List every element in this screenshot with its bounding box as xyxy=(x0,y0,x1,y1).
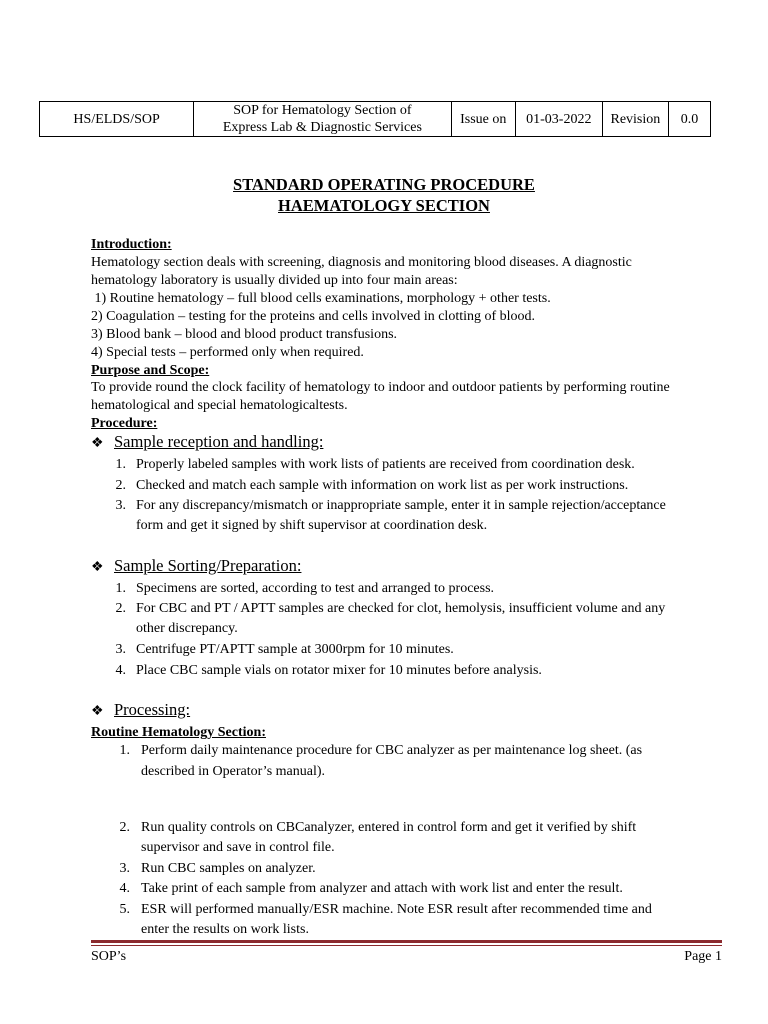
footer-rule-thick xyxy=(91,940,722,943)
list-item-text: described in Operator’s manual). xyxy=(141,764,326,779)
diamond-bullet-icon: ❖ xyxy=(91,560,104,575)
issue-label: Issue on xyxy=(451,102,515,137)
footer-rule-thin xyxy=(91,945,722,946)
revision-label: Revision xyxy=(602,102,668,137)
intro-line: 1) Routine hematology – full blood cells examinations, morphology + other tests. xyxy=(91,291,551,306)
sample-reception-section xyxy=(91,432,323,452)
page-number: Page 1 xyxy=(684,949,722,964)
intro-heading: Introduction: xyxy=(91,237,172,252)
intro-line: hematology laboratory is usually divided up into four main areas: xyxy=(91,273,458,288)
purpose-heading: Purpose and Scope: xyxy=(91,363,210,378)
list-item-text: supervisor and save in control file. xyxy=(141,840,335,855)
intro-line: Hematology section deals with screening, diagnosis and monitoring blood diseases. A diagnostic xyxy=(91,255,632,270)
list-item-text: Perform daily maintenance procedure for CBC analyzer as per maintenance log sheet. (as xyxy=(141,743,643,758)
list-item-text: Run quality controls on CBCanalyzer, entered in control form and get it verified by shift xyxy=(141,820,637,835)
page-title-line1: STANDARD OPERATING PROCEDURE xyxy=(233,175,535,194)
purpose-line: hematological and special hematologicaltests. xyxy=(91,398,348,413)
list-item-text: Run CBC samples on analyzer. xyxy=(141,861,316,876)
section-heading: Sample Sorting/Preparation: xyxy=(114,556,302,575)
intro-line: 4) Special tests – performed only when required. xyxy=(91,345,364,360)
intro-line: 2) Coagulation – testing for the proteins and cells involved in clotting of blood. xyxy=(91,309,536,324)
list-item-text: enter the results on work lists. xyxy=(141,922,309,937)
list-item-text: other discrepancy. xyxy=(136,621,238,636)
doc-title-line1: SOP for Hematology Section of xyxy=(233,103,412,118)
procedure-heading: Procedure: xyxy=(91,416,158,431)
list-item-text: For any discrepancy/mismatch or inappropriate sample, enter it in sample rejection/acceptance xyxy=(136,498,666,513)
document-header-table xyxy=(39,101,711,137)
doc-title-line2: Express Lab & Diagnostic Services xyxy=(222,120,422,135)
list-item-text: ESR will performed manually/ESR machine. Note ESR result after recommended time and xyxy=(141,902,652,917)
list-item-text: For CBC and PT / APTT samples are checked for clot, hemolysis, insufficient volume and any xyxy=(136,601,666,616)
revision-value: 0.0 xyxy=(669,102,711,137)
footer-left-text: SOP’s xyxy=(91,949,127,964)
section-heading: Sample reception and handling: xyxy=(114,432,324,451)
routine-hematology-heading: Routine Hematology Section: xyxy=(91,725,266,740)
processing-section xyxy=(91,700,190,720)
doc-code: HS/ELDS/SOP xyxy=(40,102,194,137)
list-item-text: Place CBC sample vials on rotator mixer for 10 minutes before analysis. xyxy=(136,663,542,678)
list-item-text: Centrifuge PT/APTT sample at 3000rpm for 10 minutes. xyxy=(136,642,454,657)
diamond-bullet-icon: ❖ xyxy=(91,436,104,451)
list-item-text: Properly labeled samples with work lists of patients are received from coordination desk. xyxy=(136,457,635,472)
list-item-text: Take print of each sample from analyzer and attach with work list and enter the result. xyxy=(141,881,623,896)
diamond-bullet-icon: ❖ xyxy=(91,704,104,719)
list-item-text: Specimens are sorted, according to test and arranged to process. xyxy=(136,581,495,596)
doc-title-cell xyxy=(194,102,451,137)
list-item-text: form and get it signed by shift supervisor at coordination desk. xyxy=(136,518,488,533)
intro-line: 3) Blood bank – blood and blood product transfusions. xyxy=(91,327,398,342)
purpose-line: To provide round the clock facility of hematology to indoor and outdoor patients by performing routine xyxy=(91,380,670,395)
list-item-text: Checked and match each sample with information on work list as per work instructions. xyxy=(136,478,629,493)
issue-date: 01-03-2022 xyxy=(515,102,602,137)
sample-sorting-section xyxy=(91,556,301,576)
page-title-line2: HAEMATOLOGY SECTION xyxy=(278,196,490,215)
section-heading: Processing: xyxy=(114,700,191,719)
